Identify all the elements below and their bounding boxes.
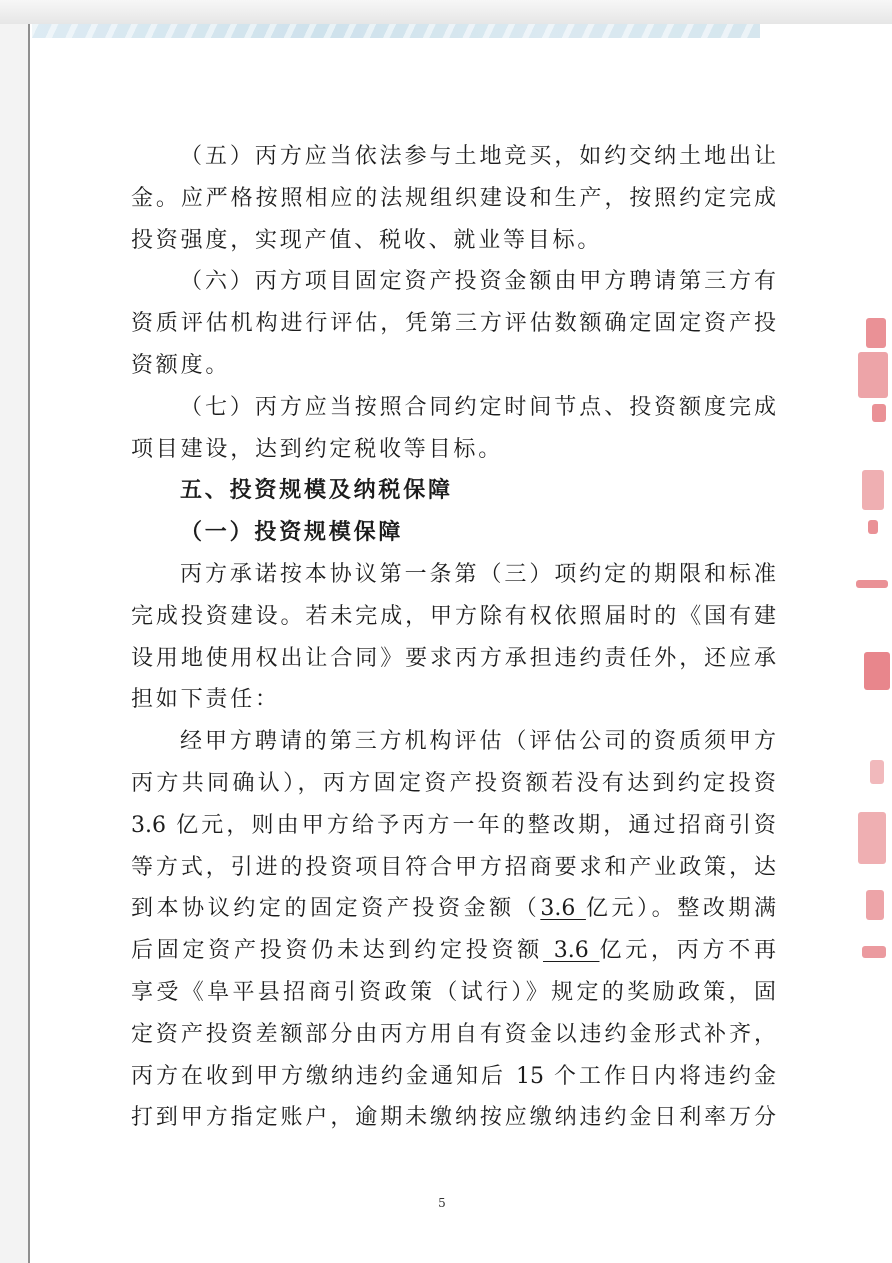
paragraph-line: 定资产投资差额部分由丙方用自有资金以违约金形式补齐， <box>131 1021 776 1047</box>
seal-fragment <box>858 812 886 864</box>
paragraph-line <box>131 888 776 930</box>
paper-edge-strip <box>32 24 760 38</box>
paragraph-line: 等方式，引进的投资项目符合甲方招商要求和产业政策，达 <box>131 854 776 880</box>
seal-fragment <box>862 946 886 958</box>
subsection-heading: （一）投资规模保障 <box>180 519 404 546</box>
paragraph-line: （五）丙方应当依法参与土地竞买，如约交纳土地出让 <box>180 144 776 169</box>
paragraph-line: 经甲方聘请的第三方机构评估（评估公司的资质须甲方 <box>180 729 776 755</box>
paragraph-line <box>131 930 776 972</box>
section-heading: 五、投资规模及纳税保障 <box>180 477 453 504</box>
paragraph-line: 项目建设，达到约定税收等目标。 <box>131 436 504 462</box>
paragraph-line: 丙方承诺按本协议第一条第（三）项约定的期限和标准 <box>180 561 776 587</box>
line-text: 亿元）。整改期满 <box>585 896 776 922</box>
page-number: 5 <box>438 1196 446 1210</box>
paragraph-line: 打到甲方指定账户，逾期未缴纳按应缴纳违约金日利率万分 <box>131 1105 776 1131</box>
paragraph-line: 设用地使用权出让合同》要求丙方承担违约责任外，还应承 <box>131 645 776 671</box>
line-text: 后固定资产投资仍未达到约定投资额 <box>131 938 543 964</box>
paragraph-line: 金。应严格按照相应的法规组织建设和生产，按照约定完成 <box>131 185 776 211</box>
line-text: 亿元，丙方不再 <box>599 938 776 964</box>
seal-fragment <box>858 352 888 398</box>
underlined-amount: 3.6 <box>543 938 600 964</box>
paragraph-line: （六）丙方项目固定资产投资金额由甲方聘请第三方有 <box>180 269 776 295</box>
seal-fragment <box>870 760 884 784</box>
paragraph-line: 丙方在收到甲方缴纳违约金通知后 15 个工作日内将违约金 <box>131 1063 776 1089</box>
document-body <box>131 136 776 1139</box>
seal-fragment <box>872 404 886 422</box>
seal-fragment <box>864 652 890 690</box>
seal-fragment <box>866 890 884 920</box>
paragraph-line: 投资强度，实现产值、税收、就业等目标。 <box>131 227 603 253</box>
paragraph-line: 丙方共同确认），丙方固定资产投资额若没有达到约定投资 <box>131 770 776 796</box>
paragraph-line: 担如下责任： <box>131 687 280 713</box>
line-text: 到本协议约定的固定资产投资金额（ <box>131 896 541 922</box>
underlined-amount: 3.6 <box>540 896 586 922</box>
seal-fragment <box>862 470 884 510</box>
paragraph-line: 资质评估机构进行评估，凭第三方评估数额确定固定资产投 <box>131 311 776 337</box>
paragraph-line: 3.6 亿元，则由甲方给予丙方一年的整改期，通过招商引资 <box>131 812 776 838</box>
paragraph-line: （七）丙方应当按照合同约定时间节点、投资额度完成 <box>180 394 776 420</box>
paragraph-line: 完成投资建设。若未完成，甲方除有权依照届时的《国有建 <box>131 603 776 629</box>
scan-top-margin <box>0 0 892 24</box>
seal-fragment <box>868 520 878 534</box>
paragraph-line: 享受《阜平县招商引资政策（试行）》规定的奖励政策，固 <box>131 979 776 1005</box>
seal-fragment <box>866 318 886 348</box>
paragraph-line: 资额度。 <box>131 352 231 378</box>
seal-fragment <box>856 580 888 588</box>
